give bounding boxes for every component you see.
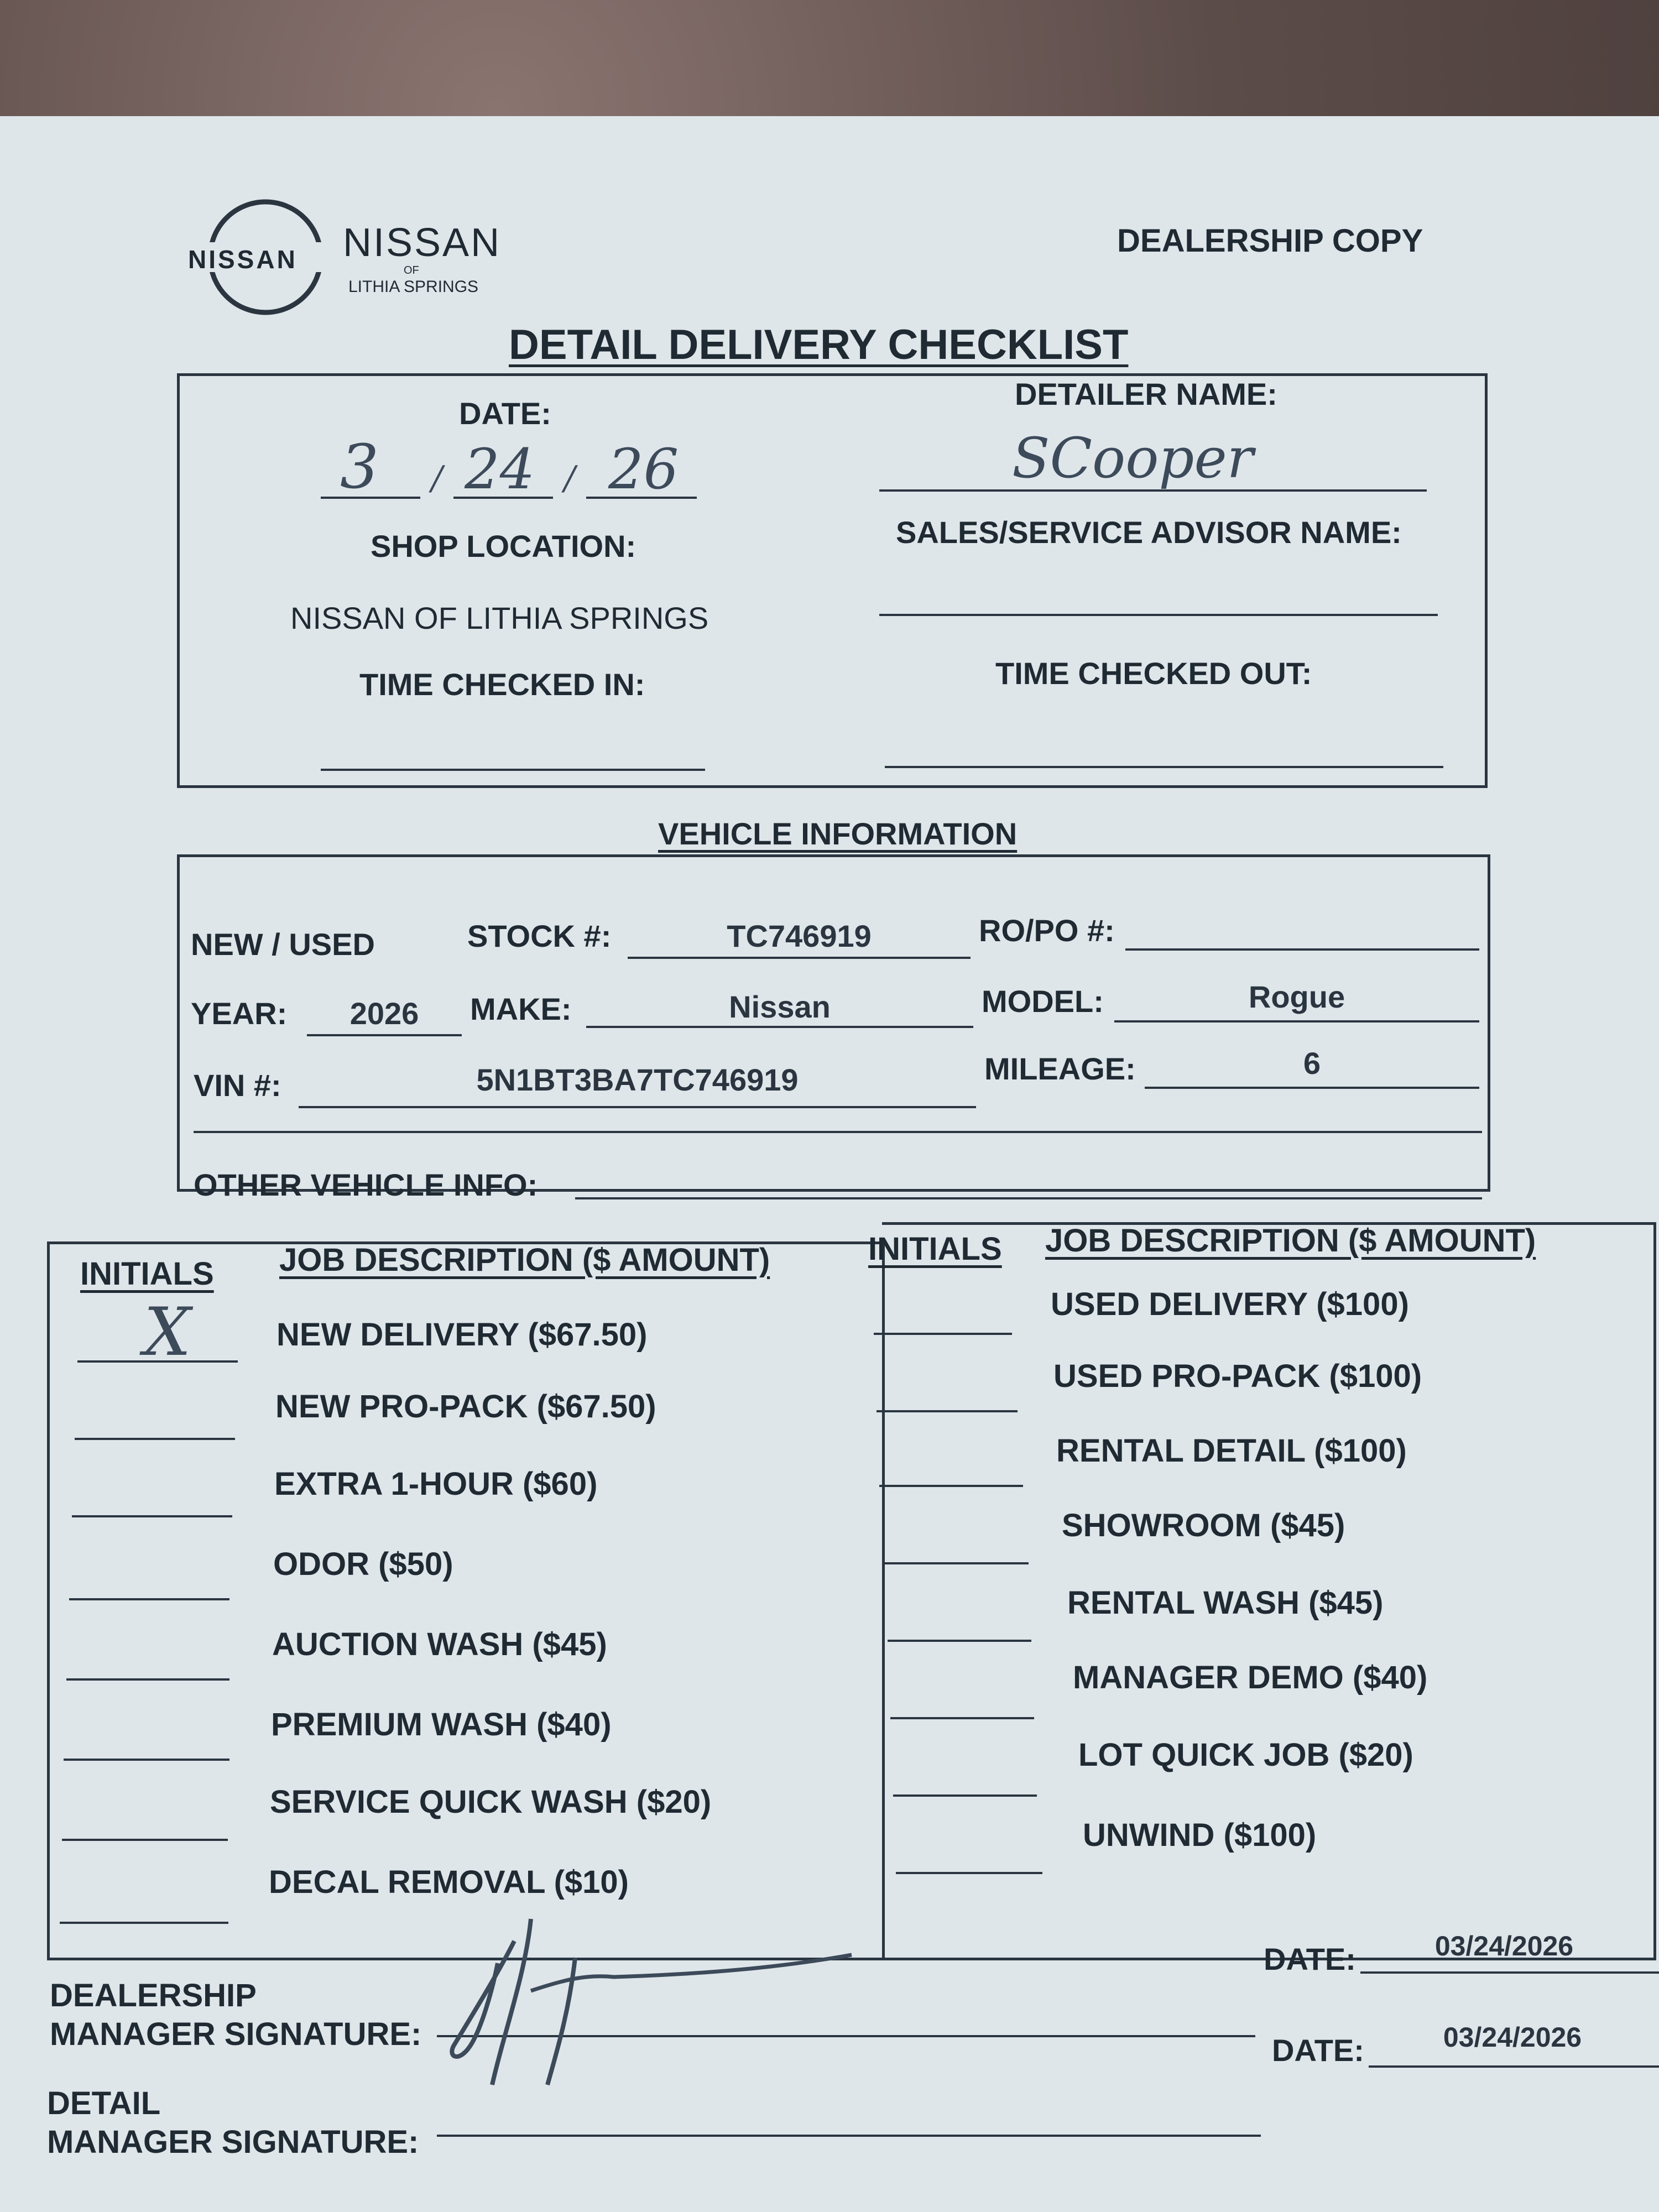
job-initial-line xyxy=(890,1717,1034,1719)
ropo-label: RO/PO #: xyxy=(979,913,1115,948)
logo-of: OF xyxy=(404,264,419,276)
job-item-label: SHOWROOM ($45) xyxy=(1062,1507,1345,1543)
model-value: Rogue xyxy=(1248,979,1345,1014)
job-item-label: AUCTION WASH ($45) xyxy=(272,1626,607,1662)
job-item-label: DECAL REMOVAL ($10) xyxy=(269,1864,629,1900)
job-initial-line xyxy=(75,1438,235,1440)
job-initial-line xyxy=(64,1759,229,1761)
detailer-name-label: DETAILER NAME: xyxy=(1015,377,1277,411)
shop-location-label: SHOP LOCATION: xyxy=(371,529,637,564)
job-item-label: ODOR ($50) xyxy=(273,1546,453,1582)
advisor-name-label: SALES/SERVICE ADVISOR NAME: xyxy=(896,515,1402,550)
logo-wordmark: NISSAN xyxy=(188,245,298,274)
job-item-label: LOT QUICK JOB ($20) xyxy=(1078,1737,1413,1773)
dealership-copy-label: DEALERSHIP COPY xyxy=(1117,223,1423,259)
make-value: Nissan xyxy=(729,989,831,1024)
time-out-line xyxy=(885,766,1443,768)
job-item-label: UNWIND ($100) xyxy=(1083,1817,1317,1853)
detail-label-line2: MANAGER SIGNATURE: xyxy=(47,2124,419,2160)
mileage-label: MILEAGE: xyxy=(984,1051,1136,1086)
detail-date-label: DATE: xyxy=(1272,2033,1364,2068)
vin-label: VIN #: xyxy=(194,1068,281,1103)
time-out-label: TIME CHECKED OUT: xyxy=(995,656,1312,691)
year-value: 2026 xyxy=(349,996,419,1031)
job-item-label: NEW PRO-PACK ($67.50) xyxy=(275,1389,656,1425)
job-item-label: PREMIUM WASH ($40) xyxy=(271,1707,612,1743)
logo-location: LITHIA SPRINGS xyxy=(348,278,479,296)
year-label: YEAR: xyxy=(191,996,288,1031)
time-in-line xyxy=(321,769,705,771)
stock-label: STOCK #: xyxy=(467,919,612,953)
job-initial-mark: X xyxy=(144,1294,191,1371)
job-initial-line xyxy=(888,1640,1031,1642)
dealership-date-line xyxy=(1360,1971,1659,1974)
dealership-date-value: 03/24/2026 xyxy=(1434,1931,1574,1961)
job-initial-line xyxy=(69,1598,229,1600)
vehicle-divider-line xyxy=(194,1131,1482,1133)
job-initial-line xyxy=(62,1839,228,1841)
model-label: MODEL: xyxy=(982,984,1104,1019)
page-title: DETAIL DELIVERY CHECKLIST xyxy=(509,321,1129,368)
other-info-label: OTHER VEHICLE INFO: xyxy=(194,1167,538,1202)
job-initial-line xyxy=(879,1485,1023,1487)
dealership-label-line1: DEALERSHIP xyxy=(50,1978,257,2013)
job-initial-line xyxy=(877,1410,1018,1412)
detail-signature-line xyxy=(437,2135,1261,2137)
mileage-value: 6 xyxy=(1303,1046,1321,1081)
job-initial-line xyxy=(60,1922,228,1924)
job-item-label: SERVICE QUICK WASH ($20) xyxy=(270,1784,712,1820)
new-used-label: NEW / USED xyxy=(191,927,375,962)
job-initial-line xyxy=(72,1515,232,1517)
right-initials-header: INITIALS xyxy=(868,1231,1002,1267)
job-item-label: NEW DELIVERY ($67.50) xyxy=(276,1317,648,1353)
detail-label-line1: DETAIL xyxy=(47,2085,161,2121)
job-item-label: RENTAL DETAIL ($100) xyxy=(1056,1433,1407,1469)
year-line xyxy=(307,1034,462,1036)
vin-line xyxy=(299,1106,976,1108)
mileage-line xyxy=(1145,1087,1479,1089)
stock-line xyxy=(628,957,971,959)
shop-location-value: NISSAN OF LITHIA SPRINGS xyxy=(290,601,709,635)
date-month: 3 xyxy=(340,431,379,502)
job-item-label: USED DELIVERY ($100) xyxy=(1051,1286,1409,1322)
left-description-header: JOB DESCRIPTION ($ AMOUNT) xyxy=(279,1242,770,1278)
date-label: DATE: xyxy=(459,396,551,431)
logo-name: NISSAN xyxy=(343,221,502,265)
job-initial-line xyxy=(885,1562,1029,1564)
time-in-label: TIME CHECKED IN: xyxy=(359,667,645,702)
date-slash-1: / xyxy=(431,459,443,498)
stock-value: TC746919 xyxy=(727,919,872,953)
job-item-label: EXTRA 1-HOUR ($60) xyxy=(274,1466,598,1502)
right-description-header: JOB DESCRIPTION ($ AMOUNT) xyxy=(1045,1223,1536,1259)
vin-value: 5N1BT3BA7TC746919 xyxy=(476,1062,799,1097)
advisor-name-line xyxy=(879,614,1438,616)
date-day: 24 xyxy=(465,437,535,502)
ropo-line xyxy=(1125,948,1479,951)
detail-date-line xyxy=(1369,2065,1659,2068)
detailer-signature: SCooper xyxy=(1012,426,1254,491)
date-year: 26 xyxy=(608,437,679,502)
model-line xyxy=(1114,1020,1479,1022)
job-item-label: MANAGER DEMO ($40) xyxy=(1073,1660,1428,1695)
nissan-logo xyxy=(182,194,514,321)
job-initial-line xyxy=(896,1872,1042,1874)
job-item-label: USED PRO-PACK ($100) xyxy=(1053,1358,1422,1394)
left-initials-header: INITIALS xyxy=(80,1256,214,1292)
make-label: MAKE: xyxy=(470,992,572,1026)
make-line xyxy=(586,1026,973,1028)
job-initial-line xyxy=(66,1678,229,1681)
detail-date-value: 03/24/2026 xyxy=(1443,2022,1582,2053)
dealership-manager-signature-mark xyxy=(420,1908,918,2090)
job-initial-line xyxy=(893,1794,1037,1797)
other-info-line xyxy=(575,1197,1482,1199)
job-initial-line xyxy=(874,1333,1012,1335)
dealership-date-label: DATE: xyxy=(1264,1942,1356,1976)
date-slash-2: / xyxy=(564,459,576,498)
checklist-paper xyxy=(0,116,1659,2212)
job-item-label: RENTAL WASH ($45) xyxy=(1067,1585,1384,1621)
dealership-label-line2: MANAGER SIGNATURE: xyxy=(50,2016,422,2052)
vehicle-info-title: VEHICLE INFORMATION xyxy=(658,816,1018,851)
